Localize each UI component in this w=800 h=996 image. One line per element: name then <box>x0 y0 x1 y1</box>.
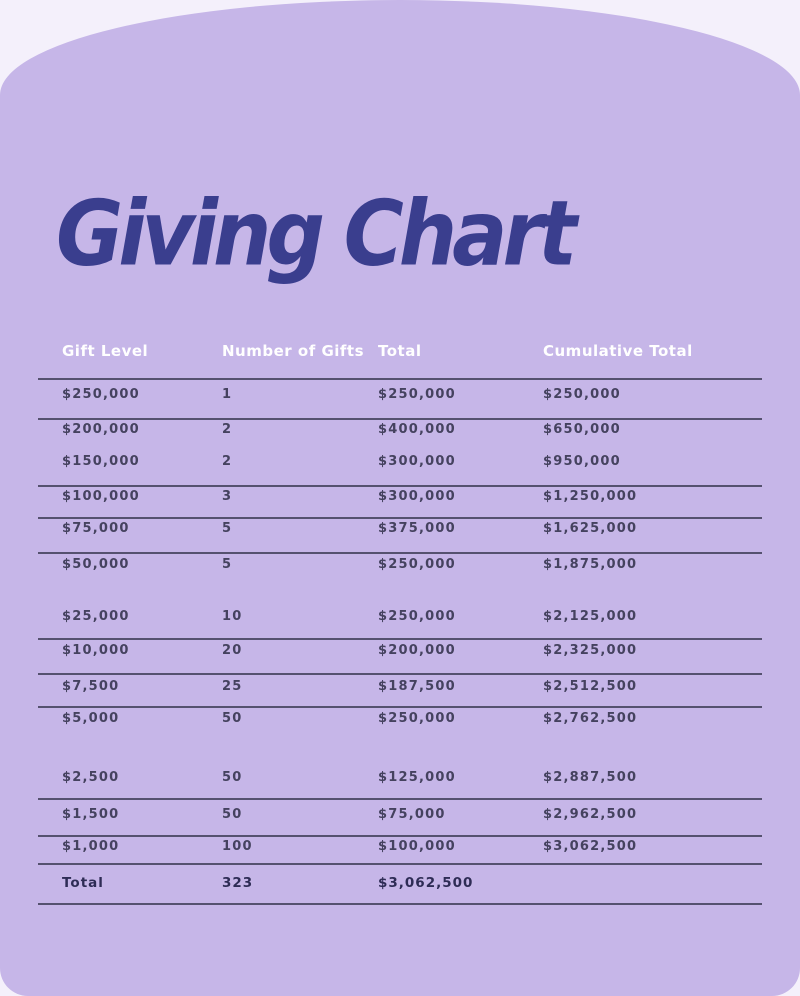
cell-cumulative-total: $650,000 <box>543 422 621 437</box>
cell-total: $250,000 <box>378 387 456 402</box>
cell-number-of-gifts: 5 <box>222 521 233 536</box>
cell-gift-level: $200,000 <box>62 422 140 437</box>
cell-total: $300,000 <box>378 489 456 504</box>
cell-gift-level: $25,000 <box>62 609 130 624</box>
table-row <box>38 422 762 440</box>
cell-gift-level: $250,000 <box>62 387 140 402</box>
table-row <box>38 521 762 539</box>
cell-number-of-gifts: 25 <box>222 679 243 694</box>
cell-number-of-gifts: 5 <box>222 557 233 572</box>
cell-number-of-gifts: 20 <box>222 643 243 658</box>
cell-cumulative-total: $2,962,500 <box>543 807 638 822</box>
cell-gift-level: $75,000 <box>62 521 130 536</box>
divider <box>38 552 762 554</box>
cell-gift-level: $5,000 <box>62 711 120 726</box>
divider <box>38 485 762 487</box>
cell-cumulative-total: $2,762,500 <box>543 711 638 726</box>
header-number-of-gifts: Number of Gifts <box>222 342 365 360</box>
table-row <box>38 839 762 857</box>
cell-number-of-gifts: 1 <box>222 387 233 402</box>
table-row <box>38 679 762 697</box>
cell-cumulative-total: $2,512,500 <box>543 679 638 694</box>
table-row <box>38 643 762 661</box>
table-total-row <box>38 875 762 893</box>
cell-cumulative-total: $1,875,000 <box>543 557 638 572</box>
cell-total: $125,000 <box>378 770 456 785</box>
cell-cumulative-total: $1,625,000 <box>543 521 638 536</box>
cell-total: $300,000 <box>378 454 456 469</box>
divider <box>38 903 762 905</box>
cell-total: $200,000 <box>378 643 456 658</box>
table-row <box>38 770 762 788</box>
cell-cumulative-total: $3,062,500 <box>543 839 638 854</box>
divider <box>38 798 762 800</box>
table-row <box>38 807 762 825</box>
cell-number-of-gifts: 100 <box>222 839 253 854</box>
cell-number-of-gifts: 50 <box>222 770 243 785</box>
cell-total: $250,000 <box>378 609 456 624</box>
divider <box>38 835 762 837</box>
cell-cumulative-total: $2,125,000 <box>543 609 638 624</box>
cell-cumulative-total: $2,325,000 <box>543 643 638 658</box>
cell-total: $187,500 <box>378 679 456 694</box>
cell-cumulative-total: $950,000 <box>543 454 621 469</box>
cell-gift-level: $1,000 <box>62 839 120 854</box>
cell-number-of-gifts: 3 <box>222 489 233 504</box>
table-row <box>38 557 762 575</box>
cell-total: $250,000 <box>378 711 456 726</box>
cell-total: $250,000 <box>378 557 456 572</box>
page-title: Giving Chart <box>56 182 573 287</box>
total-label: Total <box>62 875 104 891</box>
divider <box>38 863 762 865</box>
cell-total: $100,000 <box>378 839 456 854</box>
divider <box>38 418 762 420</box>
cell-total: $400,000 <box>378 422 456 437</box>
header-total: Total <box>378 342 422 360</box>
cell-gift-level: $10,000 <box>62 643 130 658</box>
cell-gift-level: $2,500 <box>62 770 120 785</box>
cell-cumulative-total: $1,250,000 <box>543 489 638 504</box>
cell-number-of-gifts: 2 <box>222 422 233 437</box>
cell-gift-level: $50,000 <box>62 557 130 572</box>
table-row <box>38 609 762 627</box>
cell-gift-level: $7,500 <box>62 679 120 694</box>
cell-number-of-gifts: 50 <box>222 711 243 726</box>
divider <box>38 638 762 640</box>
table-row <box>38 711 762 729</box>
giving-table <box>38 335 762 910</box>
cell-number-of-gifts: 2 <box>222 454 233 469</box>
cell-gift-level: $150,000 <box>62 454 140 469</box>
table-row <box>38 489 762 507</box>
cell-number-of-gifts: 10 <box>222 609 243 624</box>
cell-cumulative-total: $250,000 <box>543 387 621 402</box>
cell-total: $375,000 <box>378 521 456 536</box>
table-row <box>38 454 762 472</box>
total-number-of-gifts: 323 <box>222 875 254 891</box>
cell-cumulative-total: $2,887,500 <box>543 770 638 785</box>
cell-total: $75,000 <box>378 807 446 822</box>
cell-gift-level: $100,000 <box>62 489 140 504</box>
cell-number-of-gifts: 50 <box>222 807 243 822</box>
total-total: $3,062,500 <box>378 875 474 891</box>
divider <box>38 517 762 519</box>
header-gift-level: Gift Level <box>62 342 149 360</box>
divider <box>38 673 762 675</box>
cell-gift-level: $1,500 <box>62 807 120 822</box>
table-row <box>38 387 762 405</box>
divider <box>38 706 762 708</box>
divider <box>38 378 762 380</box>
header-cumulative-total: Cumulative Total <box>543 342 693 360</box>
